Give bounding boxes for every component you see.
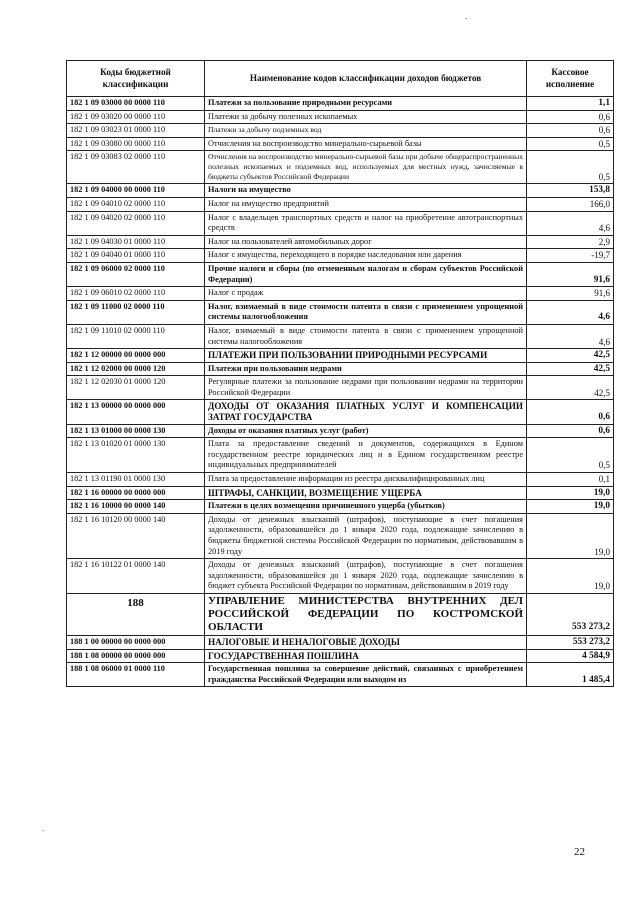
code-cell: 182 1 09 06000 02 0000 110 — [67, 262, 205, 286]
table-header-row — [67, 61, 614, 97]
code-cell: 182 1 09 03023 01 0000 110 — [67, 124, 205, 138]
name-cell: Налоги на имущество — [205, 184, 527, 198]
code-cell: 182 1 09 03020 00 0000 110 — [67, 110, 205, 124]
table-row — [67, 400, 614, 424]
scan-speck — [465, 18, 467, 19]
code-cell: 182 1 09 04010 02 0000 110 — [67, 197, 205, 211]
value-cell: 0,1 — [527, 473, 614, 487]
table-row — [67, 300, 614, 324]
table-row — [67, 262, 614, 286]
scan-speck — [42, 830, 44, 831]
name-cell: Налог с имущества, переходящего в порядке наследования или дарения — [205, 249, 527, 263]
name-cell: Плата за предоставление информации из реестра дисквалифицированных лиц — [205, 473, 527, 487]
table-row — [67, 151, 614, 184]
table-row — [67, 110, 614, 124]
value-cell: 166,0 — [527, 197, 614, 211]
name-cell: Доходы от денежных взысканий (штрафов), поступающие в счет погашения задолженности, образовавшейся до 1 января 2020 года, подлежащие зачислению в бюджеты бюджетной системы Российской Федерации по нормативам, действовавшим в 2019 году — [205, 513, 527, 558]
value-cell: 2,9 — [527, 235, 614, 249]
value-cell: 4,6 — [527, 324, 614, 348]
name-cell: УПРАВЛЕНИЕ МИНИСТЕРСТВА ВНУТРЕННИХ ДЕЛ РОССИЙСКОЙ ФЕДЕРАЦИИ ПО КОСТРОМСКОЙ ОБЛАСТИ — [205, 593, 527, 635]
value-cell: 0,6 — [527, 400, 614, 424]
value-cell: 19,0 — [527, 559, 614, 594]
table-row — [67, 376, 614, 400]
name-cell: Налог, взимаемый в виде стоимости патента в связи с применением упрощенной системы налогообложения — [205, 324, 527, 348]
code-cell: 182 1 12 02000 00 0000 120 — [67, 362, 205, 376]
value-cell: 42,5 — [527, 362, 614, 376]
name-cell: Платежи при пользовании недрами — [205, 362, 527, 376]
name-cell: Отчисления на воспроизводство минерально-сырьевой базы при добыче общераспространенных полезных ископаемых и подземных вод, используемых для местных нужд, зачисляемые в бюджеты субъектов Российской Федерации — [205, 151, 527, 184]
code-cell: 182 1 09 03080 00 0000 110 — [67, 137, 205, 151]
value-cell: 91,6 — [527, 287, 614, 301]
code-cell: 182 1 09 04040 01 0000 110 — [67, 249, 205, 263]
code-cell: 182 1 13 00000 00 0000 000 — [67, 400, 205, 424]
value-cell: 553 273,2 — [527, 635, 614, 649]
code-cell: 182 1 09 04000 00 0000 110 — [67, 184, 205, 198]
table-row — [67, 635, 614, 649]
code-cell: 182 1 16 10000 00 0000 140 — [67, 500, 205, 514]
table-row — [67, 287, 614, 301]
name-cell: Регулярные платежи за пользование недрами при пользовании недрами на территории Российской Федерации — [205, 376, 527, 400]
table-row — [67, 362, 614, 376]
table-row — [67, 649, 614, 663]
table-body — [67, 97, 614, 687]
code-cell: 182 1 13 01020 01 0000 130 — [67, 438, 205, 473]
value-cell: 19,0 — [527, 500, 614, 514]
table-row — [67, 593, 614, 635]
name-cell: Платежи за добычу подземных вод — [205, 124, 527, 138]
table-row — [67, 97, 614, 111]
name-cell: Государственная пошлина за совершение действий, связанных с приобретением гражданства Российской Федерации или выходом из — [205, 663, 527, 687]
code-cell: 182 1 16 00000 00 0000 000 — [67, 486, 205, 500]
value-cell: 0,5 — [527, 438, 614, 473]
name-cell: Отчисления на воспроизводство минерально-сырьевой базы — [205, 137, 527, 151]
code-cell: 182 1 13 01190 01 0000 130 — [67, 473, 205, 487]
code-cell: 182 1 12 00000 00 0000 000 — [67, 349, 205, 363]
name-cell: НАЛОГОВЫЕ И НЕНАЛОГОВЫЕ ДОХОДЫ — [205, 635, 527, 649]
table-row — [67, 438, 614, 473]
code-cell: 188 1 08 00000 00 0000 000 — [67, 649, 205, 663]
table-row — [67, 197, 614, 211]
code-cell: 188 — [67, 593, 205, 635]
code-cell: 182 1 12 02030 01 0000 120 — [67, 376, 205, 400]
name-cell: Плата за предоставление сведений и документов, содержащихся в Едином государственном реестре юридических лиц и в Едином государственном реестре индивидуальных предпринимателей — [205, 438, 527, 473]
name-cell: Доходы от оказания платных услуг (работ) — [205, 424, 527, 438]
value-cell: 553 273,2 — [527, 593, 614, 635]
name-cell: ПЛАТЕЖИ ПРИ ПОЛЬЗОВАНИИ ПРИРОДНЫМИ РЕСУРСАМИ — [205, 349, 527, 363]
code-cell: 182 1 13 01000 00 0000 130 — [67, 424, 205, 438]
name-cell: ДОХОДЫ ОТ ОКАЗАНИЯ ПЛАТНЫХ УСЛУГ И КОМПЕНСАЦИИ ЗАТРАТ ГОСУДАРСТВА — [205, 400, 527, 424]
code-cell: 182 1 16 10120 00 0000 140 — [67, 513, 205, 558]
table-row — [67, 249, 614, 263]
value-cell: 4 584,9 — [527, 649, 614, 663]
value-cell: 0,6 — [527, 124, 614, 138]
table-row — [67, 137, 614, 151]
code-cell: 182 1 16 10122 01 0000 140 — [67, 559, 205, 594]
value-cell: 0,5 — [527, 151, 614, 184]
name-cell: Налог на пользователей автомобильных дорог — [205, 235, 527, 249]
table-row — [67, 235, 614, 249]
table-row — [67, 424, 614, 438]
name-cell: Прочие налоги и сборы (по отмененным налогам и сборам субъектов Российской Федерации) — [205, 262, 527, 286]
table-row — [67, 559, 614, 594]
value-cell: 42,5 — [527, 349, 614, 363]
value-cell: 19,0 — [527, 513, 614, 558]
revenue-table — [66, 60, 614, 687]
table-row — [67, 663, 614, 687]
value-cell: 0,6 — [527, 110, 614, 124]
value-cell: 91,6 — [527, 262, 614, 286]
value-cell: 1 485,4 — [527, 663, 614, 687]
code-cell: 182 1 09 04030 01 0000 110 — [67, 235, 205, 249]
name-cell: Налог с продаж — [205, 287, 527, 301]
table-row — [67, 349, 614, 363]
name-cell: Доходы от денежных взысканий (штрафов), поступающие в счет погашения задолженности, образовавшейся до 1 января 2020 года, подлежащие зачислению в бюджет субъекта Российской Федерации по нормативам, действовавшим в 2019 году — [205, 559, 527, 594]
table-row — [67, 124, 614, 138]
table-row — [67, 324, 614, 348]
code-cell: 188 1 00 00000 00 0000 000 — [67, 635, 205, 649]
name-cell: Налог на имущество предприятий — [205, 197, 527, 211]
code-cell: 188 1 08 06000 01 0000 110 — [67, 663, 205, 687]
code-cell: 182 1 09 04020 02 0000 110 — [67, 211, 205, 235]
code-cell: 182 1 09 03083 02 0000 110 — [67, 151, 205, 184]
page-number: 22 — [574, 846, 585, 858]
header-codes: Коды бюджетной классификации — [67, 61, 205, 97]
name-cell: Налог с владельцев транспортных средств и налог на приобретение автотранспортных средств — [205, 211, 527, 235]
table-row — [67, 486, 614, 500]
value-cell: 42,5 — [527, 376, 614, 400]
table-row — [67, 211, 614, 235]
value-cell: 0,5 — [527, 137, 614, 151]
name-cell: Платежи в целях возмещения причиненного ущерба (убытков) — [205, 500, 527, 514]
table-row — [67, 500, 614, 514]
value-cell: 153,8 — [527, 184, 614, 198]
header-amount: Кассовое исполнение — [527, 61, 614, 97]
code-cell: 182 1 09 03000 00 0000 110 — [67, 97, 205, 111]
name-cell: ШТРАФЫ, САНКЦИИ, ВОЗМЕЩЕНИЕ УЩЕРБА — [205, 486, 527, 500]
value-cell: 4,6 — [527, 300, 614, 324]
code-cell: 182 1 09 06010 02 0000 110 — [67, 287, 205, 301]
header-name: Наименование кодов классификации доходов бюджетов — [205, 61, 527, 97]
table-row — [67, 473, 614, 487]
value-cell: 0,6 — [527, 424, 614, 438]
table-row — [67, 184, 614, 198]
table-row — [67, 513, 614, 558]
value-cell: -19,7 — [527, 249, 614, 263]
name-cell: ГОСУДАРСТВЕННАЯ ПОШЛИНА — [205, 649, 527, 663]
value-cell: 1,1 — [527, 97, 614, 111]
value-cell: 19,0 — [527, 486, 614, 500]
name-cell: Платежи за пользование природными ресурсами — [205, 97, 527, 111]
name-cell: Налог, взимаемый в виде стоимости патента в связи с применением упрощенной системы налогообложения — [205, 300, 527, 324]
name-cell: Платежи за добычу полезных ископаемых — [205, 110, 527, 124]
code-cell: 182 1 09 11000 02 0000 110 — [67, 300, 205, 324]
value-cell: 4,6 — [527, 211, 614, 235]
code-cell: 182 1 09 11010 02 0000 110 — [67, 324, 205, 348]
